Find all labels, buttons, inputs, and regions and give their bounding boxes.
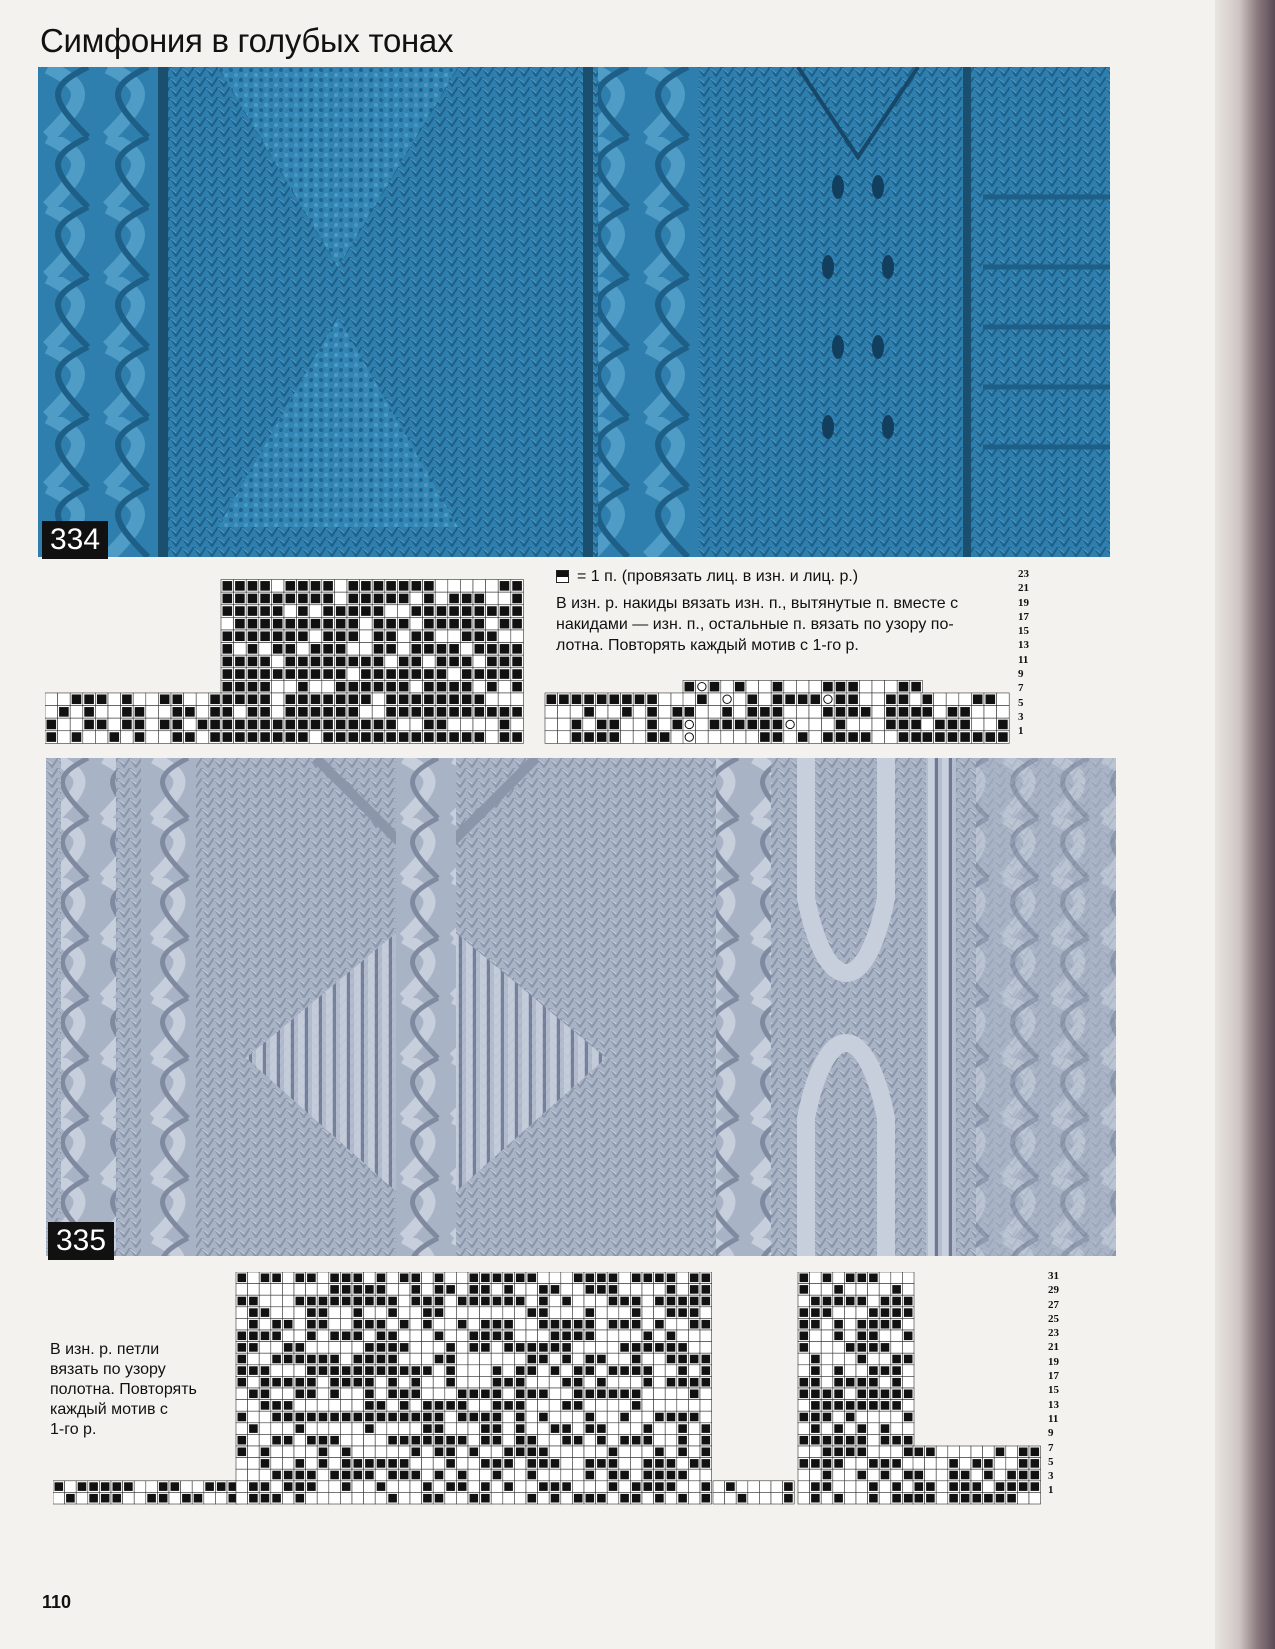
row-number: 21 bbox=[1048, 1341, 1059, 1354]
page-title: Симфония в голубых тонах bbox=[40, 22, 454, 59]
row-number: 13 bbox=[1048, 1398, 1059, 1411]
row-number: 11 bbox=[1018, 653, 1029, 666]
pattern-334-row-numbers bbox=[1018, 567, 1029, 739]
pattern-334-number: 334 bbox=[42, 521, 108, 559]
pattern-334-photo bbox=[38, 67, 1110, 557]
row-number: 1 bbox=[1018, 725, 1024, 738]
instruction-line: полотна. Повторять bbox=[50, 1381, 197, 1398]
instruction-line: вязать по узору bbox=[50, 1361, 166, 1378]
row-number: 13 bbox=[1018, 639, 1029, 652]
row-number: 27 bbox=[1048, 1298, 1059, 1311]
instruction-line: лотна. Повторять каждый мотив с 1-го р. bbox=[556, 637, 859, 654]
instruction-line: 1-го р. bbox=[50, 1421, 97, 1438]
instruction-line: В изн. р. накиды вязать изн. п., вытянутые п. вместе с bbox=[556, 595, 959, 612]
legend-symbol-text: = 1 п. (провязать лиц. в изн. и лиц. р.) bbox=[577, 568, 859, 585]
row-number: 11 bbox=[1048, 1412, 1059, 1425]
pattern-335-number: 335 bbox=[48, 1222, 114, 1260]
row-number: 19 bbox=[1018, 596, 1029, 609]
pattern-334-legend bbox=[556, 566, 1006, 656]
pattern-335-row-numbers bbox=[1048, 1269, 1059, 1498]
row-number: 23 bbox=[1048, 1327, 1059, 1340]
row-number: 5 bbox=[1048, 1455, 1054, 1468]
row-number: 9 bbox=[1048, 1427, 1054, 1440]
row-number: 3 bbox=[1048, 1470, 1054, 1483]
row-number: 29 bbox=[1048, 1284, 1059, 1297]
row-number: 15 bbox=[1048, 1384, 1059, 1397]
row-number: 23 bbox=[1018, 568, 1029, 580]
page-number: 110 bbox=[42, 1592, 72, 1612]
row-number: 25 bbox=[1048, 1312, 1059, 1325]
row-number: 31 bbox=[1048, 1270, 1059, 1282]
row-number: 17 bbox=[1048, 1370, 1059, 1383]
pattern-335-photo bbox=[46, 758, 1116, 1256]
instruction-line: В изн. р. петли bbox=[50, 1341, 160, 1358]
row-number: 19 bbox=[1048, 1355, 1059, 1368]
instruction-line: каждый мотив с bbox=[50, 1401, 168, 1418]
half-filled-square-icon bbox=[556, 570, 569, 583]
row-number: 7 bbox=[1048, 1441, 1054, 1454]
row-number: 15 bbox=[1018, 625, 1029, 638]
row-number: 1 bbox=[1048, 1484, 1054, 1497]
row-number: 5 bbox=[1018, 696, 1024, 709]
row-number: 21 bbox=[1018, 582, 1029, 595]
row-number: 17 bbox=[1018, 610, 1029, 623]
row-number: 9 bbox=[1018, 668, 1024, 681]
pattern-335-chart bbox=[53, 1272, 1043, 1512]
row-number: 3 bbox=[1018, 710, 1024, 723]
page-spine-shadow bbox=[1215, 0, 1275, 1649]
instruction-line: накидами — изн. п., остальные п. вязать по узору по- bbox=[556, 616, 954, 633]
row-number: 7 bbox=[1018, 682, 1024, 695]
